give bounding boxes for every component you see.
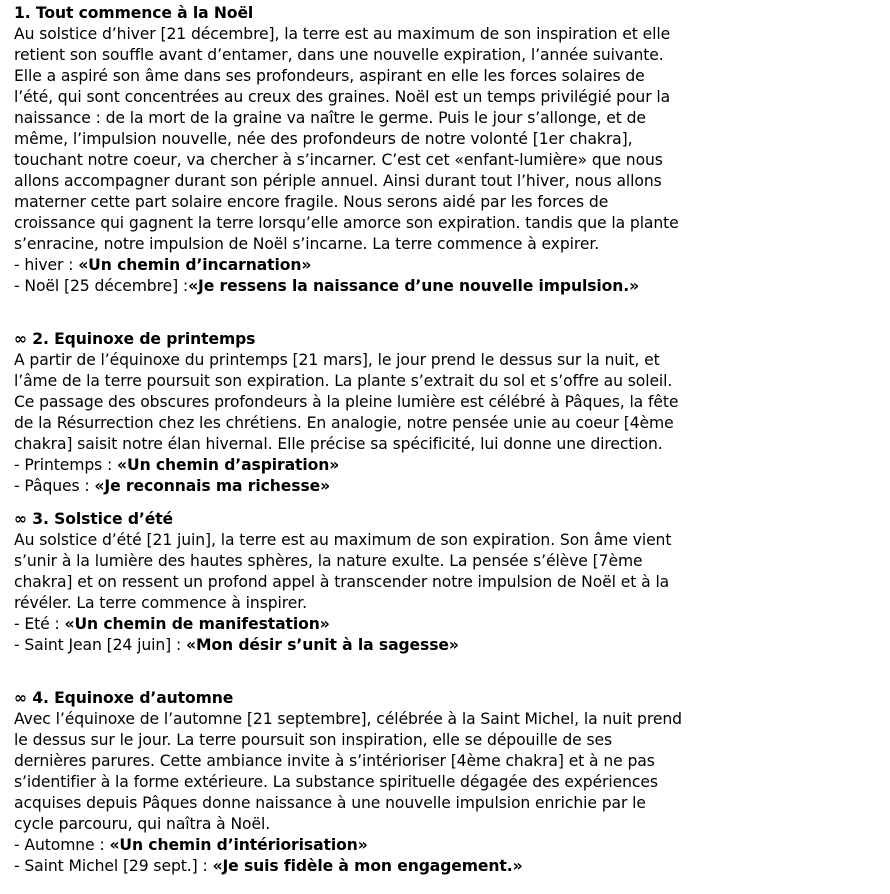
list-item [14, 856, 890, 877]
item-quote: «Un chemin d’intériorisation» [109, 836, 368, 854]
paragraph-line: chakra] et on ressent un profond appel à transcender notre impulsion de Noël et à la [14, 573, 670, 591]
item-prefix: - Automne : [14, 836, 110, 854]
item-prefix: - Eté : [14, 615, 65, 633]
paragraph-line: l’été, qui sont concentrées au creux des graines. Noël est un temps privilégié pour la [14, 88, 671, 106]
item-quote: «Je reconnais ma richesse» [94, 477, 331, 495]
paragraph-line: retient son souffle avant d’entamer, dans une nouvelle expiration, l’année suivante. [14, 46, 664, 64]
paragraph-line: s’identifier à la forme extérieure. La substance spirituelle dégagée des expériences [14, 773, 658, 791]
item-quote: «Un chemin de manifestation» [64, 615, 330, 633]
item-quote: «Je ressens la naissance d’une nouvelle impulsion.» [188, 277, 640, 295]
paragraph-line: croissance qui gagnent la terre lorsqu’elle amorce son expiration. tandis que la plante [14, 214, 679, 232]
paragraph-line: allons accompagner durant son périple annuel. Ainsi durant tout l’hiver, nous allons [14, 172, 662, 190]
list-item [14, 476, 890, 497]
list-item [14, 614, 890, 635]
item-prefix: - Noël [25 décembre] : [14, 277, 189, 295]
paragraph-line: cycle parcouru, qui naîtra à Noël. [14, 815, 271, 833]
section-title: ∞ 4. Equinoxe d’automne [14, 689, 234, 707]
paragraph-line: touchant notre coeur, va chercher à s’incarner. C’est cet «enfant-lumière» que nous [14, 151, 663, 169]
list-item [14, 276, 890, 297]
list-item [14, 635, 890, 656]
paragraph-line: de la Résurrection chez les chrétiens. En analogie, notre pensée unie au coeur [4ème [14, 414, 674, 432]
section-printemps [14, 329, 890, 497]
item-prefix: - Pâques : [14, 477, 95, 495]
item-prefix: - hiver : [14, 256, 79, 274]
paragraph-line: materner cette part solaire encore fragile. Nous serons aidé par les forces de [14, 193, 609, 211]
paragraph-line: Au solstice d’été [21 juin], la terre est au maximum de son expiration. Son âme vient [14, 531, 672, 549]
paragraph-line: dernières parures. Cette ambiance invite à s’intérioriser [4ème chakra] et à ne pas [14, 752, 655, 770]
section-title: ∞ 3. Solstice d’été [14, 510, 174, 528]
paragraph-line: acquises depuis Pâques donne naissance à une nouvelle impulsion enrichie par le [14, 794, 646, 812]
spacer [14, 497, 890, 509]
paragraph-line: révéler. La terre commence à inspirer. [14, 594, 307, 612]
item-prefix: - Saint Michel [29 sept.] : [14, 857, 213, 875]
item-quote: «Un chemin d’incarnation» [78, 256, 312, 274]
section-title: ∞ 2. Equinoxe de printemps [14, 330, 256, 348]
paragraph-line: naissance : de la mort de la graine va naître le germe. Puis le jour s’allonge, et de [14, 109, 646, 127]
item-prefix: - Saint Jean [24 juin] : [14, 636, 186, 654]
item-prefix: - Printemps : [14, 456, 118, 474]
paragraph-line: Ce passage des obscures profondeurs à la pleine lumière est célébré à Pâques, la fête [14, 393, 679, 411]
section-ete [14, 509, 890, 656]
item-quote: «Mon désir s’unit à la sagesse» [185, 636, 459, 654]
section-automne [14, 688, 890, 877]
list-item [14, 455, 890, 476]
paragraph-line: Au solstice d’hiver [21 décembre], la terre est au maximum de son inspiration et elle [14, 25, 671, 43]
paragraph-line: le dessus sur le jour. La terre poursuit son inspiration, elle se dépouille de ses [14, 731, 613, 749]
paragraph-line: Avec l’équinoxe de l’automne [21 septembre], célébrée à la Saint Michel, la nuit prend [14, 710, 682, 728]
spacer [14, 656, 890, 688]
spacer [14, 297, 890, 329]
section-noel [14, 3, 890, 297]
paragraph-line: même, l’impulsion nouvelle, née des profondeurs de notre volonté [1er chakra], [14, 130, 633, 148]
section-title: 1. Tout commence à la Noël [14, 4, 254, 22]
list-item [14, 835, 890, 856]
paragraph-line: A partir de l’équinoxe du printemps [21 mars], le jour prend le dessus sur la nuit, et [14, 351, 660, 369]
paragraph-line: s’enracine, notre impulsion de Noël s’incarne. La terre commence à expirer. [14, 235, 600, 253]
paragraph-line: chakra] saisit notre élan hivernal. Elle précise sa spécificité, lui donne une direction. [14, 435, 663, 453]
paragraph-line: Elle a aspiré son âme dans ses profondeurs, aspirant en elle les forces solaires de [14, 67, 645, 85]
list-item [14, 255, 890, 276]
paragraph-line: s’unir à la lumière des hautes sphères, la nature exulte. La pensée s’élève [7ème [14, 552, 643, 570]
paragraph-line: l’âme de la terre poursuit son expiration. La plante s’extrait du sol et s’offre au soleil. [14, 372, 673, 390]
item-quote: «Un chemin d’aspiration» [117, 456, 340, 474]
item-quote: «Je suis fidèle à mon engagement.» [212, 857, 523, 875]
